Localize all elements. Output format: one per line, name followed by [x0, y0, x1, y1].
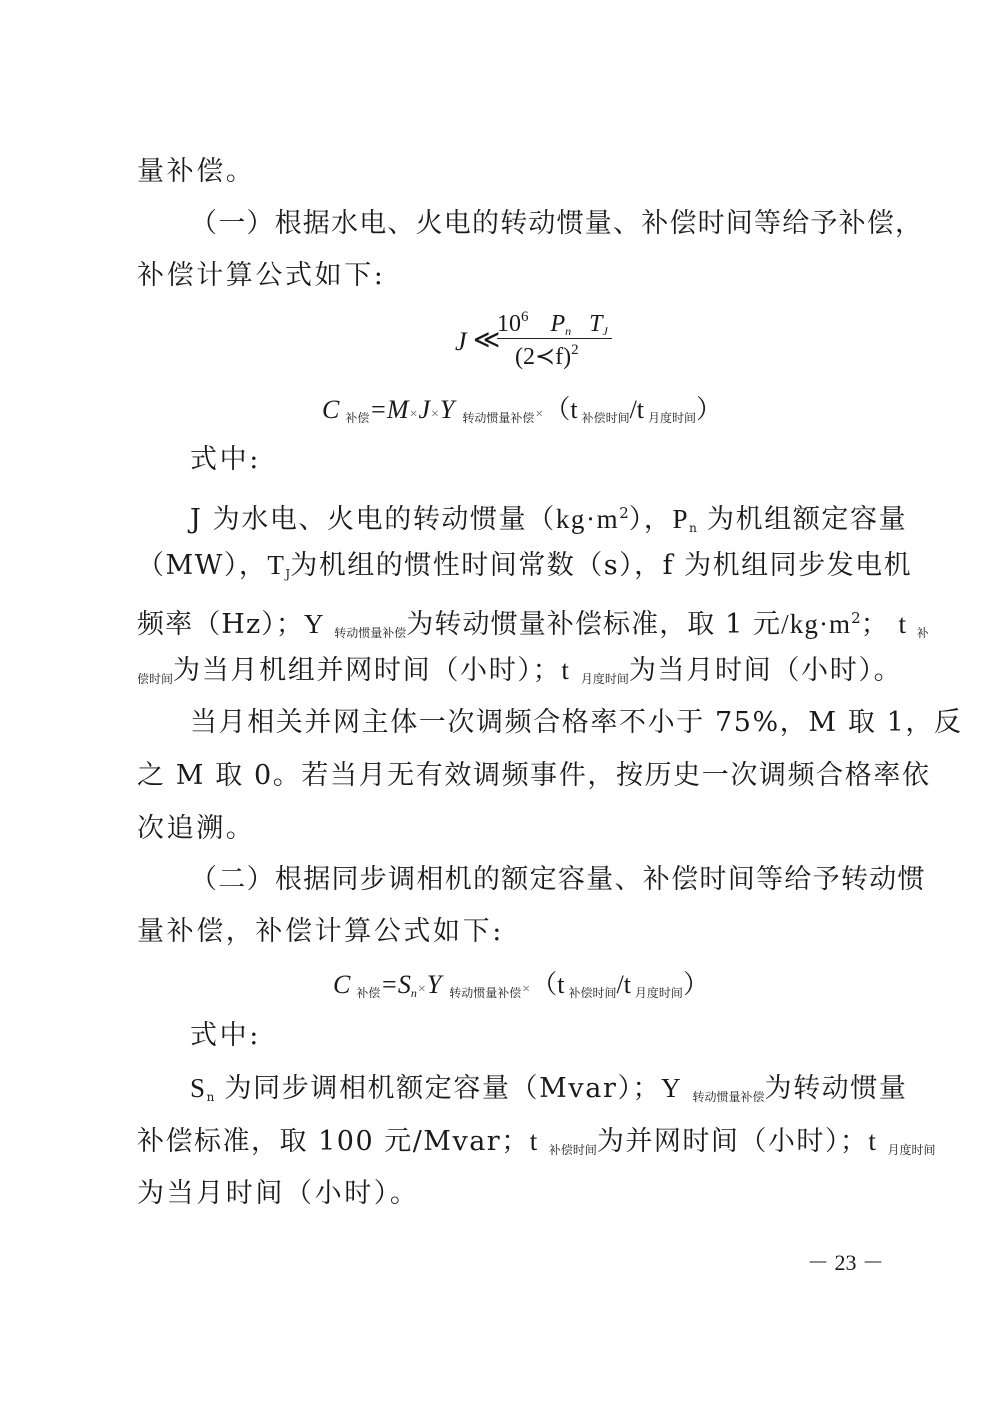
paragraph-line	[190, 1021, 261, 1051]
paragraph-line	[190, 209, 923, 239]
paragraph-line	[137, 814, 255, 844]
text: 次追溯。	[137, 813, 256, 844]
paragraph-line: J 为水电、火电的转动惯量$(kg\cdot m^2)$，$P_n$ 为机组额定容量	[190, 504, 908, 535]
paragraph-line	[137, 761, 931, 791]
paragraph-line: $_{偿时间}$为当月机组并网时间（小时）；t $_{月度时间}$为当月时间（小时）。	[137, 655, 903, 686]
paragraph-line: 频率（Hz）；Y $_{转动惯量补偿}$为转动惯量补偿标准，取 1 元$/kg\cdot m^2$； t $_补$	[137, 609, 929, 640]
formula-denominator: (2≺f)$^2$	[515, 342, 579, 370]
text: 为当月时间（小时）。	[137, 1178, 420, 1209]
paragraph-line: （MW），$T_J$为机组的惯性时间常数（s），f 为机组同步发电机	[137, 550, 913, 581]
text: 量补偿。	[137, 156, 256, 187]
text: 当月相关并网主体一次调频合格率不小于 75%，M 取 1，反	[190, 707, 963, 738]
paragraph-line: $S_n$ 为同步调相机额定容量（Mvar）；Y $_{转动惯量补偿}$为转动惯量	[190, 1073, 908, 1104]
text: 量补偿，补偿计算公式如下:	[137, 916, 504, 947]
formula-numerator: $10^6$ $P_n$ $T_J$	[497, 309, 608, 338]
paragraph-line	[137, 261, 386, 291]
paragraph-line	[137, 1179, 420, 1209]
text: 之 M 取 0。若当月无有效调频事件，按历史一次调频合格率依	[137, 760, 931, 791]
formula-lhs: J	[455, 327, 467, 356]
formula-compensation-2: C $_{补偿}=S_n\times Y$ $_{转动惯量补偿}$×（t $_{补偿时间}$/t $_{月度时间}$）	[333, 970, 709, 1000]
formula-compensation-1: C $_{补偿}$=M×J×Y $_{转动惯量补偿}$×（t $_{补偿时间}$/t $_{月度时间}$）	[322, 395, 723, 425]
paragraph-line	[190, 865, 926, 895]
formula-relation: ≪	[473, 325, 501, 354]
paragraph-line: 补偿标准，取 100 元/Mvar；t $_{补偿时间}$为并网时间（小时）；t $_{月度时间}$	[137, 1126, 936, 1157]
paragraph-line	[137, 157, 255, 187]
fraction-bar	[497, 338, 612, 339]
text: （二）根据同步调相机的额定容量、补偿时间等给予转动惯	[190, 864, 926, 895]
text: 式中:	[190, 1020, 261, 1051]
text: 补偿计算公式如下:	[137, 260, 386, 291]
text: （一）根据水电、火电的转动惯量、补偿时间等给予补偿，	[190, 208, 924, 239]
paragraph-line	[137, 917, 504, 947]
page-number: － 23 －	[807, 1250, 885, 1275]
paragraph-line	[190, 445, 261, 475]
paragraph-line	[190, 708, 963, 738]
text: 式中:	[190, 444, 261, 475]
